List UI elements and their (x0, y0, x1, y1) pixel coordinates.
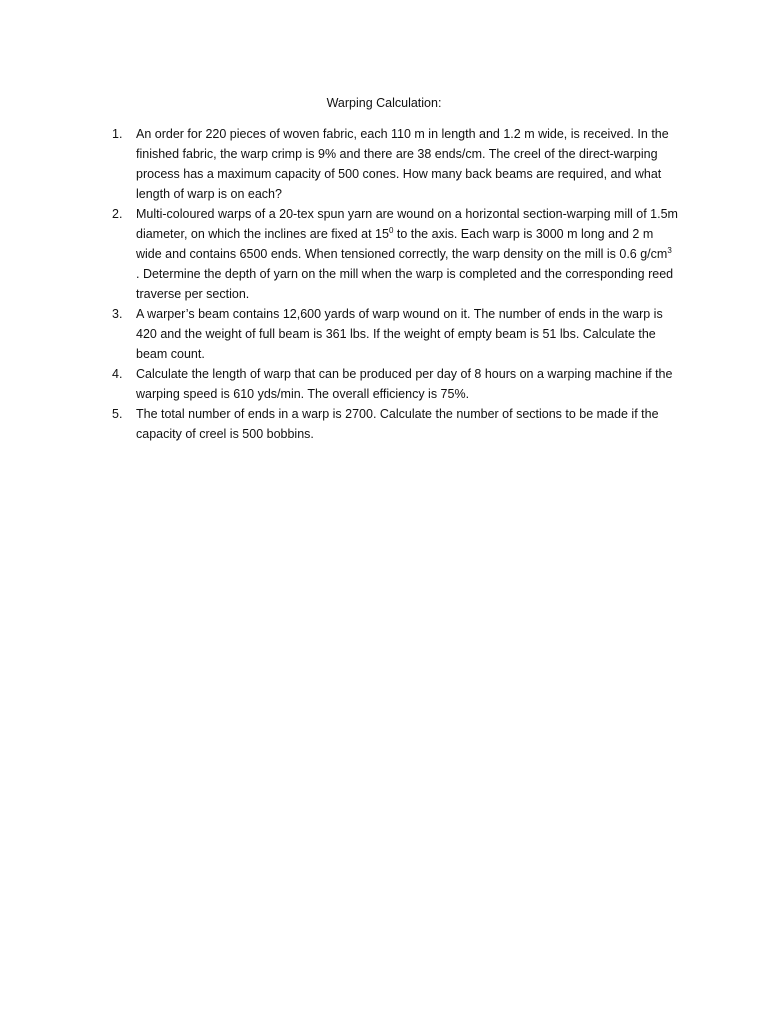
question-text: Calculate the length of warp that can be produced per day of 8 hours on a warping machine if the warping speed is 610 yds/min. The overall efficiency is 75%. (136, 367, 673, 401)
question-text: The total number of ends in a warp is 2700. Calculate the number of sections to be made if the capacity of creel is 500 bobbins. (136, 407, 659, 441)
question-item-4 (112, 364, 678, 404)
question-item-3 (112, 304, 678, 364)
question-text: A warper’s beam contains 12,600 yards of warp wound on it. The number of ends in the warp is 420 and the weight of full beam is 361 lbs. If the weight of empty beam is 51 lbs. Calculate the beam count. (136, 307, 663, 361)
question-number: 4. (112, 367, 123, 381)
document-title: Warping Calculation: (326, 96, 442, 110)
cubic-superscript: 3 (667, 246, 672, 255)
question-number: 1. (112, 127, 123, 141)
question-number: 5. (112, 407, 123, 421)
question-text-part1: Multi-coloured warps of a 20-tex spun yarn are wound on a horizontal section-warping mill of 1.5m diameter, on which the inclines are fixed at 15 (136, 207, 678, 241)
question-number: 3. (112, 307, 123, 321)
question-text: An order for 220 pieces of woven fabric, each 110 m in length and 1.2 m wide, is received. In the finished fabric, the warp crimp is 9% and there are 38 ends/cm. The creel of the direct-warping process has a maximum capacity of 500 cones. How many back beams are required, and what length of warp is on each? (136, 127, 669, 201)
question-list (112, 124, 678, 444)
question-text-part2: to the axis. Each warp is 3000 m long and 2 m wide and contains 6500 ends. When tensioned correctly, the warp density on the mill is 0.6 g/cm (136, 227, 668, 261)
question-text-part3: . Determine the depth of yarn on the mill when the warp is completed and the corresponding reed traverse per section. (136, 267, 674, 301)
question-item-1 (112, 124, 678, 204)
question-number: 2. (112, 207, 123, 221)
question-item-2 (112, 204, 678, 304)
degree-superscript: 0 (388, 226, 394, 235)
question-item-5 (112, 404, 678, 444)
